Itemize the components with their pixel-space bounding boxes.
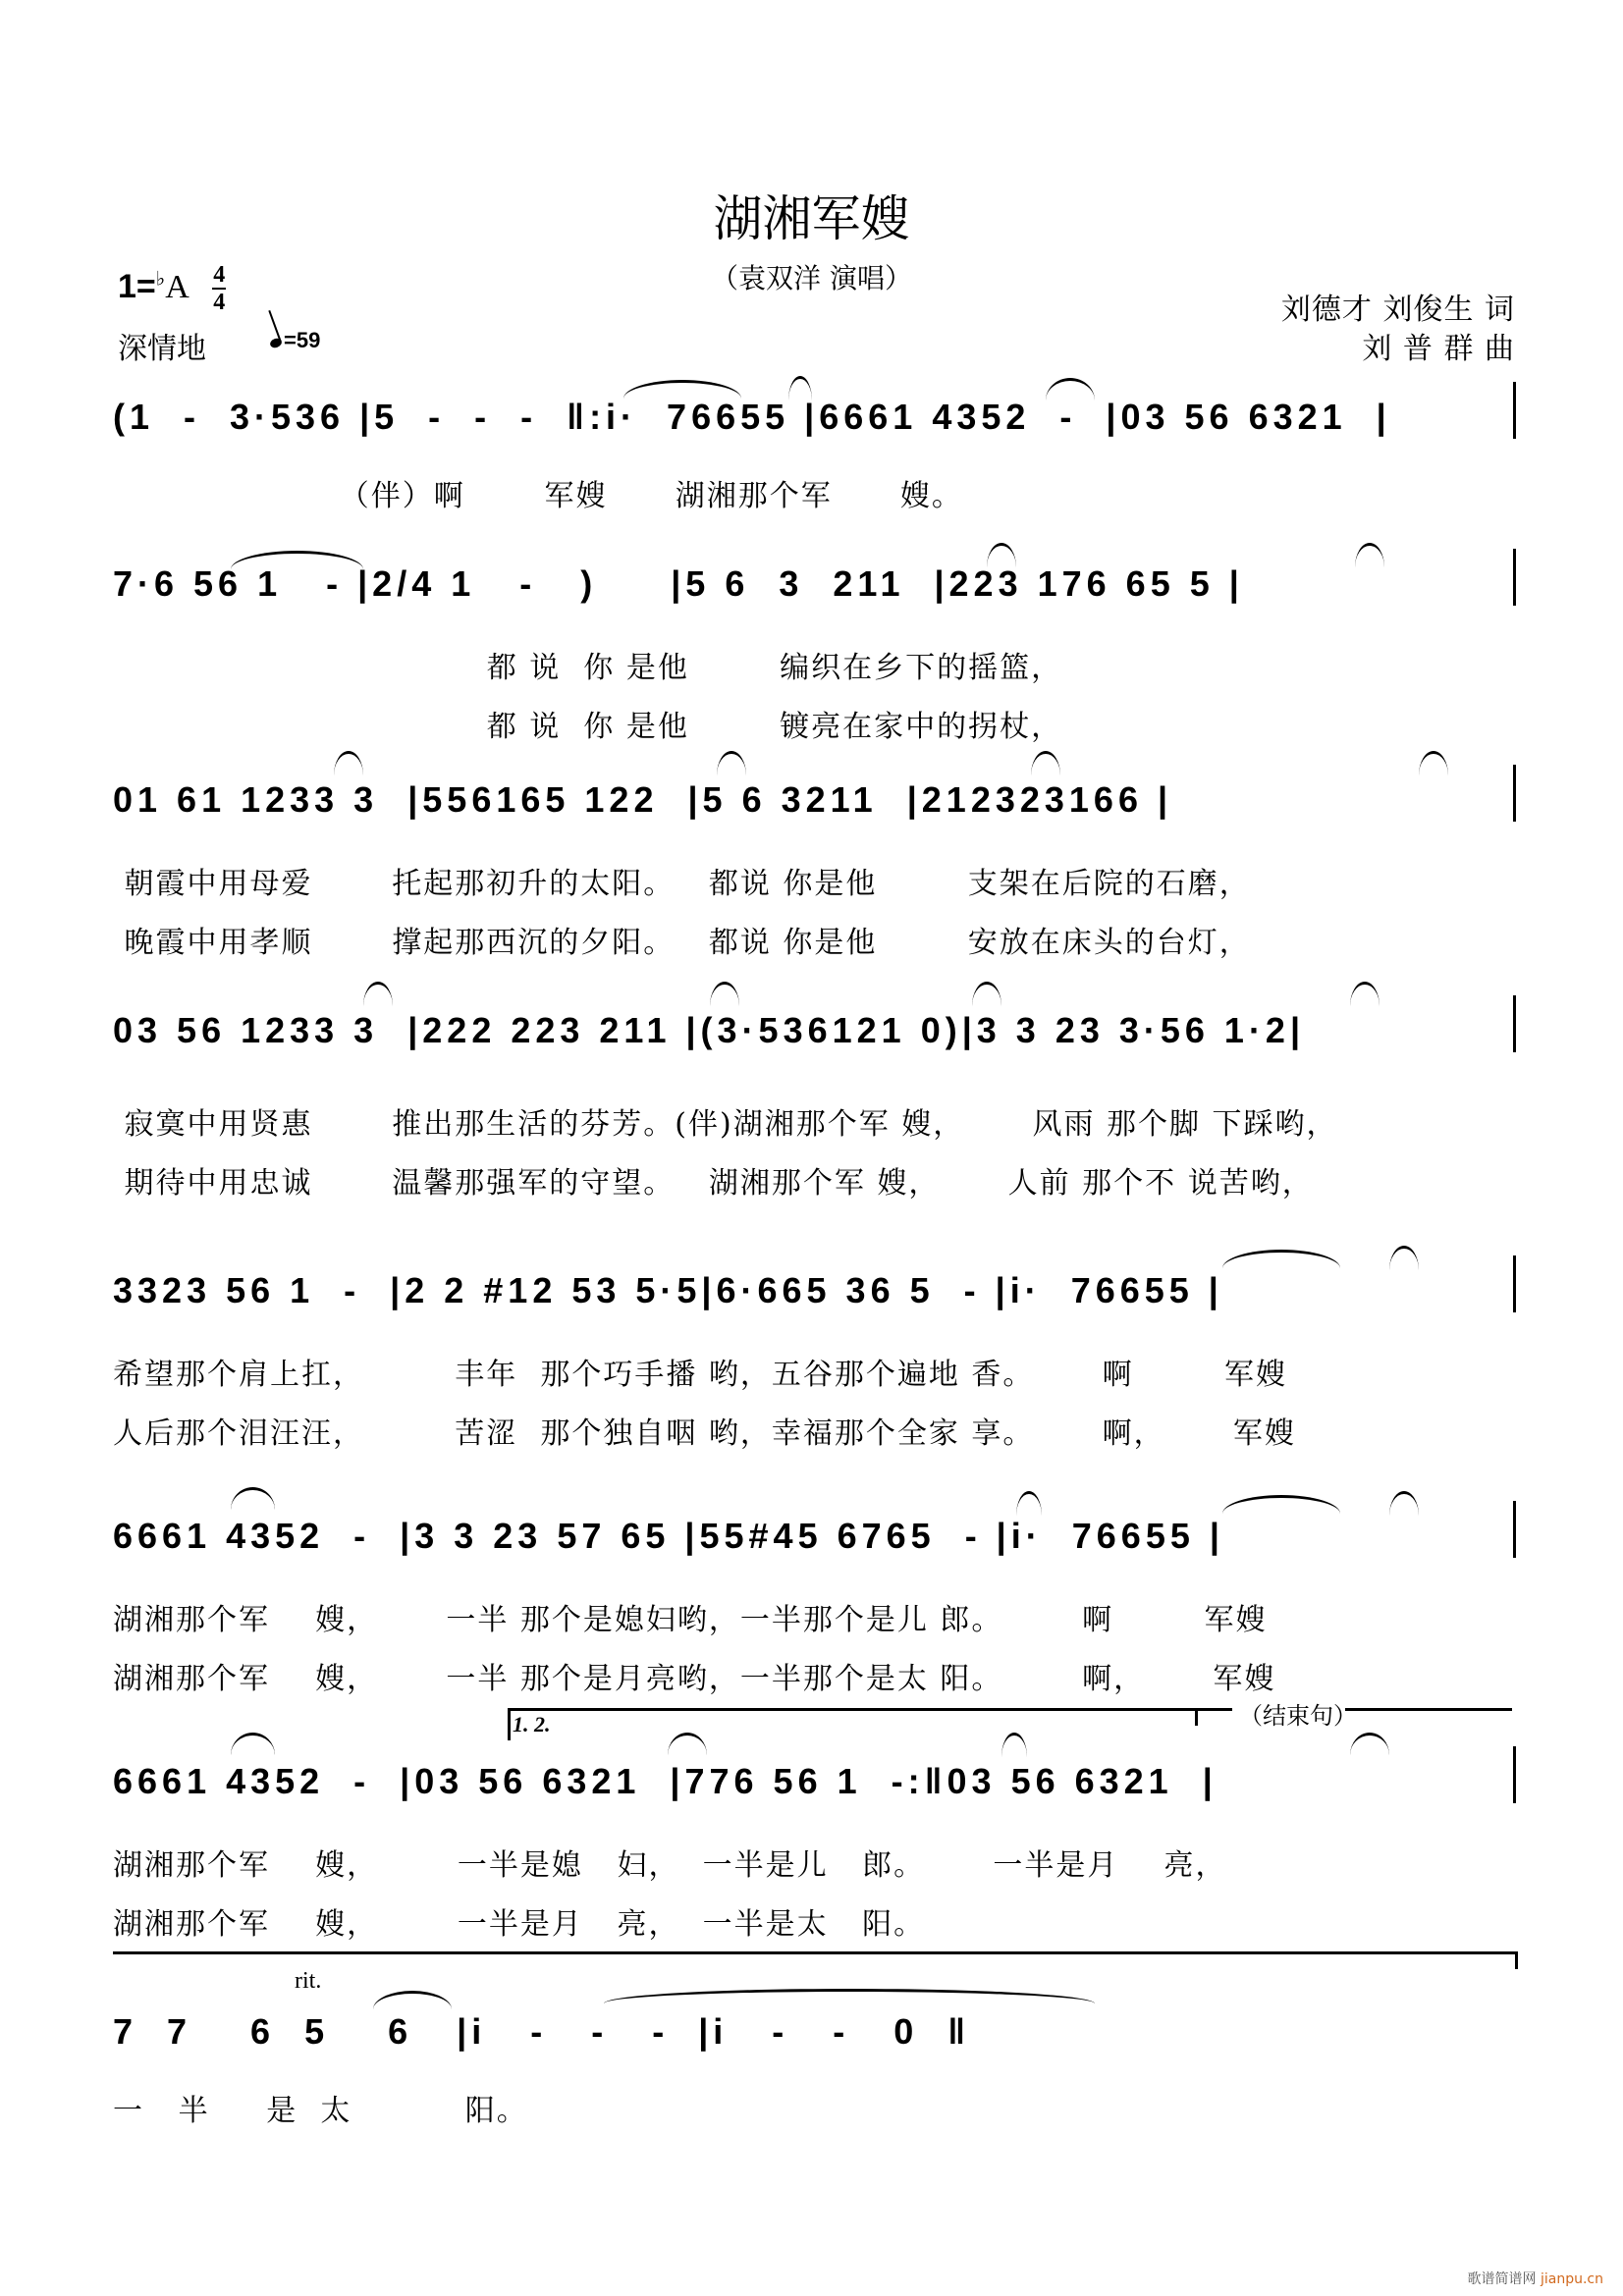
slur-icon (1350, 982, 1380, 1006)
song-title: 湖湘军嫂 (713, 190, 910, 247)
volta-label: 1. 2. (513, 1712, 551, 1736)
slur-icon (710, 982, 739, 1006)
staff-system-4 (113, 1001, 1527, 1070)
slur-icon (1016, 1491, 1042, 1516)
slur-icon (363, 982, 393, 1006)
lyric-line-verse-1: 寂寞中用贤惠 推出那生活的芬芳。(伴)湖湘那个军 嫂， 风雨 那个脚 下踩哟， (113, 1107, 1338, 1142)
lyricist-credit: 刘德才 刘俊生 词 (1280, 293, 1515, 327)
volta-bracket (508, 1708, 1198, 1740)
barline (1513, 1501, 1516, 1558)
notation-line: 7·6 56 1 - |2/4 1 - ) |5 6 3 211 |223 176 65 5 | (113, 563, 1244, 604)
slur-icon (1419, 751, 1448, 775)
slur-icon (1031, 751, 1060, 775)
slur-icon (231, 1733, 275, 1755)
notation-line: (1 - 3·536 |5 - - - ‖:i· 76655 |6661 4352 - |03 56 6321 | (113, 397, 1391, 437)
notation-line: 3323 56 1 - |2 2 #12 53 5·5|6·665 36 5 - |i· 76655 | (113, 1270, 1223, 1310)
slur-icon (1046, 378, 1095, 400)
ending-bracket-line (1198, 1708, 1232, 1711)
slur-icon (972, 982, 1001, 1006)
barline (1513, 995, 1516, 1052)
slur-icon (334, 751, 363, 775)
notation-line: 01 61 1233 3 |556165 122 |5 6 3211 |212323166 | (113, 779, 1173, 820)
flat-icon: ♭ (155, 268, 166, 291)
notation-line: 6661 4352 - |03 56 6321 |776 56 1 -:‖03 56 6321 | (113, 1761, 1217, 1801)
slur-icon (373, 1991, 452, 2009)
staff-system-1 (113, 388, 1527, 456)
tempo-marking (270, 328, 320, 353)
tie-icon (604, 1989, 1095, 2003)
barline (1513, 382, 1516, 439)
barline (1513, 1255, 1516, 1312)
key-signature (118, 263, 226, 314)
slur-icon (1389, 1246, 1419, 1270)
time-signature (212, 263, 226, 314)
ritardando-mark: rit. (295, 1968, 322, 1994)
slur-icon (1350, 1733, 1389, 1755)
watermark-site-name: 歌谱简谱网 (1467, 2271, 1537, 2287)
lyric-line-verse-1: 湖湘那个军 嫂， 一半是媳 妇， 一半是儿 郎。 一半是月 亮， (113, 1848, 1227, 1883)
slur-icon (231, 1487, 275, 1510)
ending-label: （结束句） (1239, 1702, 1357, 1730)
notation-line: 03 56 1233 3 |222 223 211 |(3·536121 0)|3 3 23 3·56 1·2| (113, 1010, 1306, 1050)
barline (1513, 549, 1516, 606)
watermark (1468, 2269, 1603, 2288)
slur-icon (788, 376, 812, 400)
staff-system-7 (113, 1752, 1527, 1821)
time-bottom: 4 (213, 290, 226, 315)
staff-system-6 (113, 1507, 1527, 1575)
staff-system-2 (113, 555, 1527, 623)
coda-bracket-line (113, 1951, 1517, 1954)
key-prefix: 1= (118, 267, 156, 305)
quarter-note-icon (269, 337, 283, 349)
lyric-line: （伴）啊 军嫂 湖湘那个军 嫂。 (113, 479, 963, 513)
slur-icon (717, 751, 746, 775)
lyric-line-verse-2: 湖湘那个军 嫂， 一半是月 亮， 一半是太 阳。 (113, 1907, 926, 1942)
notation-line: 7 7 6 5 6 |i - - - |i - - 0 ‖ (113, 2011, 971, 2052)
tempo-value: =59 (284, 328, 321, 352)
lyric-line-verse-1: 希望那个肩上扛， 丰年 那个巧手播 哟，五谷那个遍地 香。 啊 军嫂 (113, 1358, 1287, 1392)
lyric-line-verse-1: 湖湘那个军 嫂， 一半 那个是媳妇哟，一半那个是儿 郎。 啊 军嫂 (113, 1603, 1268, 1637)
lyric-line-verse-2: 期待中用忠诚 温馨那强军的守望。 湖湘那个军 嫂， 人前 那个不 说苦哟， (113, 1166, 1314, 1201)
performer-credit: （袁双洋 演唱） (711, 262, 912, 294)
composer-credit: 刘 普 群 曲 (1362, 332, 1515, 366)
lyric-line-verse-2: 都 说 你 是他 镀亮在家中的拐杖， (113, 710, 1063, 744)
key-note: A (165, 268, 189, 305)
tie-icon (623, 380, 741, 399)
slur-icon (987, 543, 1016, 567)
expression-mark: 深情地 (118, 332, 206, 366)
watermark-url: jianpu.cn (1540, 2271, 1603, 2287)
time-top: 4 (213, 262, 226, 288)
lyric-line-verse-2: 人后那个泪汪汪， 苦涩 那个独自咽 哟，幸福那个全家 享。 啊， 军嫂 (113, 1416, 1296, 1451)
notation-line: 6661 4352 - |3 3 23 57 65 |55#45 6765 - |i· 76655 | (113, 1516, 1224, 1556)
barline (1513, 1746, 1516, 1803)
staff-system-8 (113, 2002, 1527, 2071)
slur-icon (1355, 543, 1384, 567)
staff-system-5 (113, 1261, 1527, 1330)
lyric-line-verse-1: 都 说 你 是他 编织在乡下的摇篮， (113, 651, 1063, 685)
tie-icon (1222, 1250, 1340, 1268)
lyric-line-verse-2: 湖湘那个军 嫂， 一半 那个是月亮哟，一半那个是太 阳。 啊， 军嫂 (113, 1662, 1276, 1696)
lyric-line-verse-2: 晚霞中用孝顺 撑起那西沉的夕阳。 都说 你是他 安放在床头的台灯， (113, 926, 1251, 960)
slur-icon (1389, 1491, 1419, 1516)
lyric-line: 一 半 是 太 阳。 (113, 2094, 528, 2128)
staff-system-3 (113, 771, 1527, 839)
lyric-line-verse-1: 朝霞中用母爱 托起那初升的太阳。 都说 你是他 支架在后院的石磨， (113, 867, 1251, 901)
barline (1513, 765, 1516, 822)
coda-bracket-tick (1515, 1951, 1518, 1969)
tie-icon (1222, 1495, 1340, 1514)
tie-icon (231, 551, 363, 569)
ending-bracket-line (1345, 1708, 1512, 1711)
